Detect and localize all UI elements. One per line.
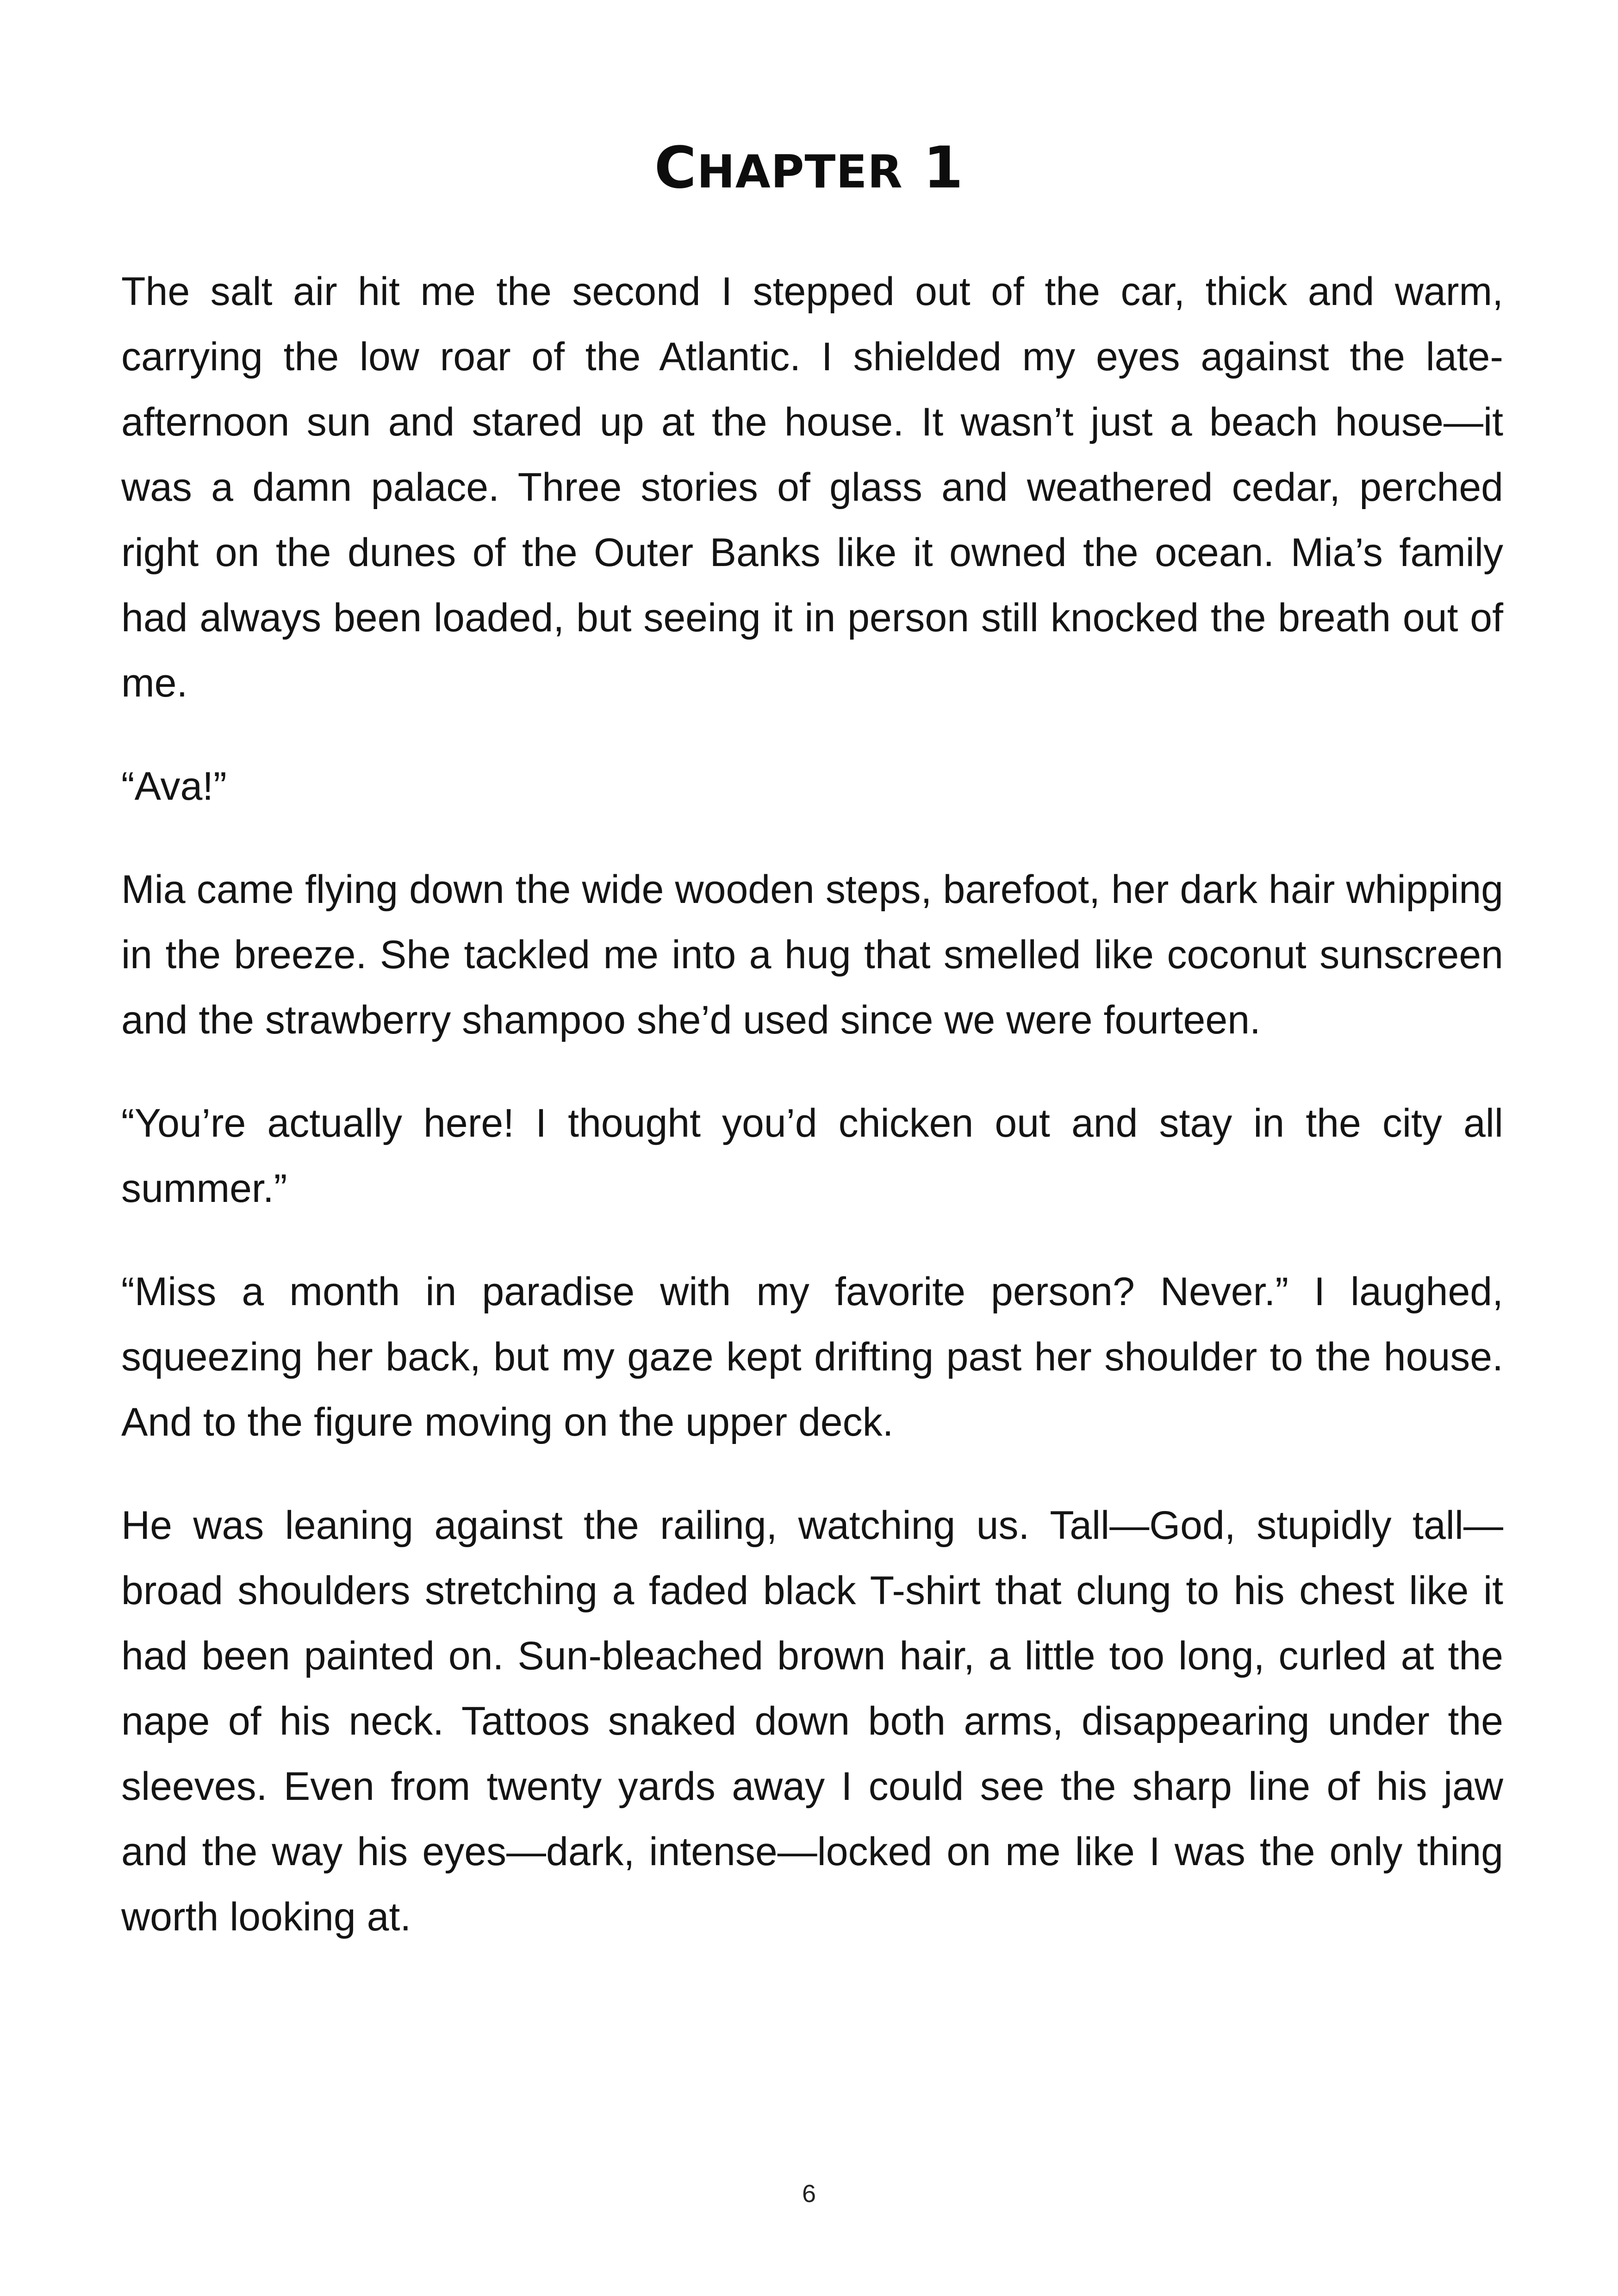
chapter-title — [0, 131, 1618, 209]
page-number: 6 — [802, 2180, 816, 2208]
chapter-title-initial: C — [654, 135, 697, 202]
paragraph: “Miss a month in paradise with my favorite person? Never.” I laughed, squeezing her back, but my gaze kept drifting past her shoulder to the house. And to the figure moving on the upper deck. — [121, 1269, 1503, 1444]
paragraph: The salt air hit me the second I stepped out of the car, thick and warm, carrying the low roar of the Atlantic. I shielded my eyes against the late-afternoon sun and stared up at the house. It wasn’t just a beach house—it was a damn palace. Three stories of glass and weathered cedar, perched right on the dunes of the Outer Banks like it owned the ocean. Mia’s family had always been loaded, but seeing it in person still knocked the breath out of me. — [121, 269, 1503, 705]
chapter-title-word: HAPTER — [697, 146, 903, 199]
paragraph: Mia came flying down the wide wooden steps, barefoot, her dark hair whipping in the breeze. She tackled me into a hug that smelled like coconut sunscreen and the strawberry shampoo she’d used since we were fourteen. — [121, 867, 1503, 1042]
chapter-body — [121, 259, 1503, 1950]
paragraph: “You’re actually here! I thought you’d chicken out and stay in the city all summer.” — [121, 1101, 1503, 1211]
paragraph: He was leaning against the railing, watching us. Tall—God, stupidly tall—broad shoulders stretching a faded black T-shirt that clung to his chest like it had been painted on. Sun-bleached brown hair, a little too long, curled at the nape of his neck. Tattoos snaked down both arms, disappearing under the sleeves. Even from twenty yards away I could see the sharp line of his jaw and the way his eyes—dark, intense—locked on me like I was the only thing worth looking at. — [121, 1503, 1503, 1939]
chapter-number: 1 — [923, 135, 964, 202]
paragraph: “Ava!” — [121, 764, 227, 809]
